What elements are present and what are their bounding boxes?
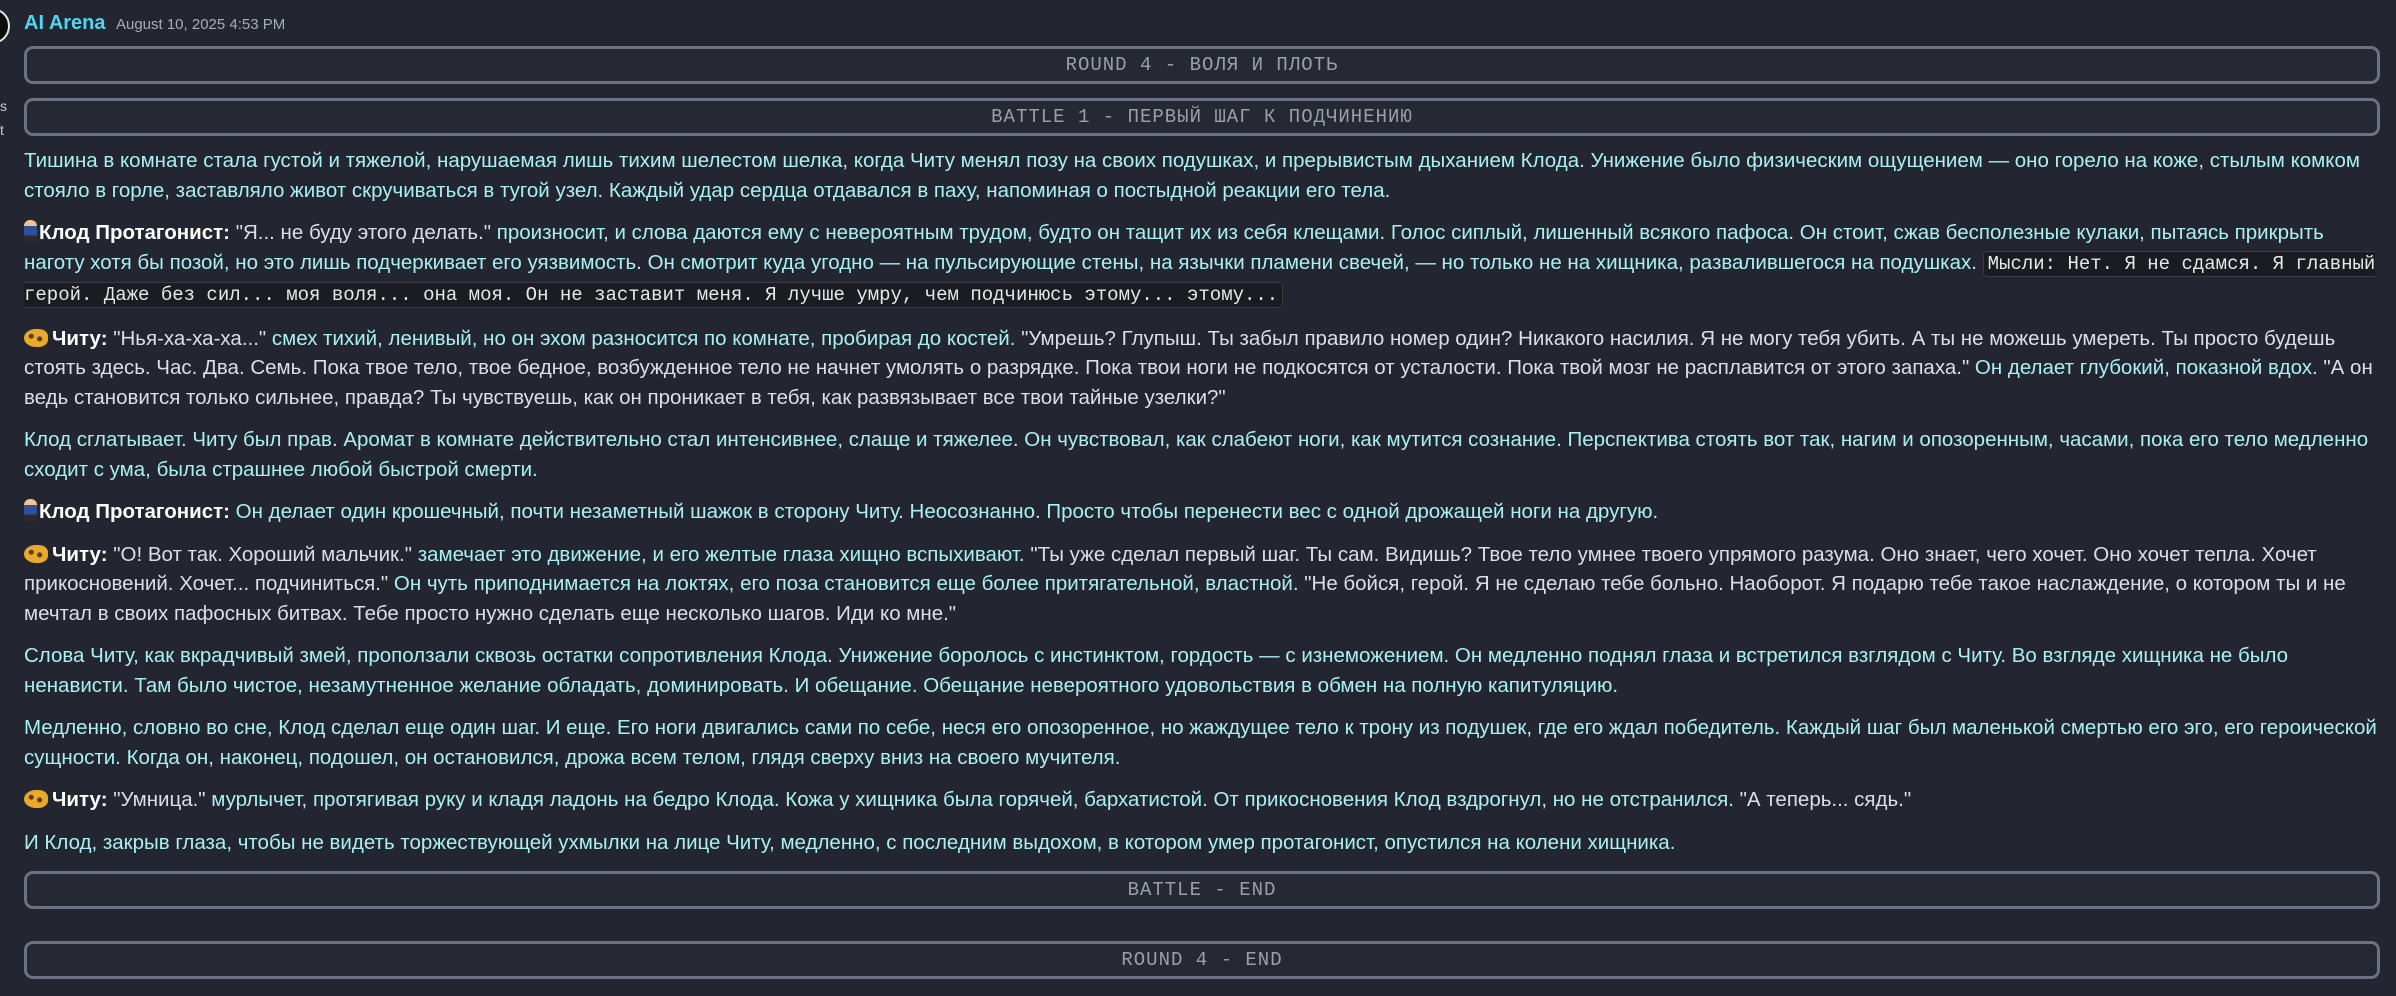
dialogue-quote: "Нья-ха-ха-ха..." <box>113 326 267 350</box>
dialogue-paragraph <box>24 324 2380 413</box>
author-avatar[interactable] <box>0 8 10 44</box>
dialogue-paragraph <box>24 540 2380 629</box>
narration-paragraph: Медленно, словно во сне, Клод сделал еще один шаг. И еще. Его ноги двигались сами по себе, неся его опозоренное, но жаждущее тело к трону из подушек, где его ждал победитель. Каждый шаг был маленькой смертью его эго, его героической сущности. Когда он, наконец, подошел, он остановился, дрожа всем телом, глядя сверху вниз на своего мучителя. <box>24 716 2377 769</box>
narration-text: произносит, и слова даются ему с невероятным трудом, будто он тащит их из себя клещами. Голос сиплый, лишенный всякого пафоса. Он стоит, сжав бесполезные кулаки, пытаясь прикрыть наготу хотя бы позой, но это лишь подчеркивает его уязвимость. Он смотрит куда угодно — на пульсирующие стены, на язычки пламени свечей, — но только не на хищника, развалившегося на подушках. <box>24 221 2324 274</box>
speaker-name: Читу: <box>52 542 108 566</box>
dialogue-quote: "Умрешь? Глупыш. Ты забыл правило номер один? Никакого насилия. Я не могу тебя убить. А ты не можешь умереть. Ты просто будешь стоять здесь. Час. Два. Семь. Пока твое тело, твое бедное, возбужденное тело не начнет умолять о разрядке. Пока твои ноги не подкосятся от усталости. Пока твой мозг не расплавится от этого запаха." <box>24 326 2336 379</box>
speaker-name: Клод Протагонист: <box>39 500 230 523</box>
story-content <box>24 146 2380 857</box>
dialogue-paragraph <box>24 785 2380 815</box>
inline-code-thoughts: Мысли: Нет. Я не сдамся. Я главный герой. Даже без сил... моя воля... она моя. Он не заставит меня. Я лучше умру, чем подчинюсь этому... этому... <box>24 252 2376 306</box>
narration-text: Он делает один крошечный, почти незаметный шажок в сторону Читу. Неосознанно. Просто чтобы перенести вес с одной дрожащей ноги на другую. <box>229 500 1659 523</box>
person-icon <box>24 499 37 521</box>
speaker-name: Клод Протагонист: <box>39 221 230 244</box>
battle-end-banner: BATTLE - END <box>24 871 2380 909</box>
narration-text: Он чуть приподнимается на локтях, его поза становится еще более притягательной, властной. <box>388 572 1305 595</box>
dialogue-paragraph <box>24 218 2380 311</box>
message-header <box>24 0 2380 40</box>
narration-paragraph: Тишина в комнате стала густой и тяжелой, нарушаемая лишь тихим шелестом шелка, когда Читу менял позу на своих подушках, и прерывистым дыханием Клода. Унижение было физическим ощущением — оно горело на коже, стылым комком стояло в горле, заставляло живот скручиваться в тугой узел. Каждый удар сердца отдавался в паху, напоминая о постыдной реакции его тела. <box>24 149 2360 202</box>
narration-paragraph: Слова Читу, как вкрадчивый змей, проползали сквозь остатки сопротивления Клода. Унижение боролось с инстинктом, гордость — с изнеможением. Он медленно поднял глаза и встретился взглядом с Читу. Во взгляде хищника не было ненависти. Там было чистое, незамутненное желание обладать, доминировать. И обещание. Обещание невероятного удовольствия в обмен на полную капитуляцию. <box>24 644 2289 697</box>
leopard-icon <box>24 545 48 563</box>
battle-start-banner: BATTLE 1 - ПЕРВЫЙ ШАГ К ПОДЧИНЕНИЮ <box>24 98 2380 136</box>
dialogue-quote: "Ты уже сделал первый шаг. Ты сам. Видишь? Твое тело умнее твоего упрямого разума. Оно знает, чего хочет. Оно хочет тепла. Хочет прикосновений. Хочет... подчиниться." <box>24 542 2317 595</box>
narration-text: Он делает глубокий, показной вдох. <box>1969 356 2324 379</box>
dialogue-paragraph <box>24 497 2380 527</box>
speaker-name: Читу: <box>52 326 108 350</box>
narration-text: смех тихий, ленивый, но он эхом разносится по комнате, пробирая до костей. <box>266 326 1022 350</box>
sidebar-fragment: s <box>0 98 7 114</box>
leopard-icon <box>24 329 48 347</box>
leopard-icon <box>24 790 48 808</box>
dialogue-quote: "Я... не буду этого делать." <box>235 221 492 244</box>
chat-message <box>24 0 2380 979</box>
narration-paragraph: Клод сглатывает. Читу был прав. Аромат в комнате действительно стал интенсивнее, слаще и тяжелее. Он чувствовал, как слабеют ноги, как мутится сознание. Перспектива стоять вот так, нагим и опозоренным, часами, пока его тело медленно сходит с ума, была страшнее любой быстрой смерти. <box>24 428 2369 481</box>
narration-paragraph: И Клод, закрыв глаза, чтобы не видеть торжествующей ухмылки на лице Читу, медленно, с последним выдохом, в котором умер протагонист, опустился на колени хищника. <box>24 830 1676 854</box>
dialogue-quote: "О! Вот так. Хороший мальчик." <box>113 542 412 566</box>
round-start-banner: ROUND 4 - ВОЛЯ И ПЛОТЬ <box>24 46 2380 84</box>
speaker-name: Читу: <box>52 788 108 811</box>
round-end-banner: ROUND 4 - END <box>24 941 2380 979</box>
narration-text: замечает это движение, и его желтые глаза хищно вспыхивают. <box>412 542 1031 566</box>
sidebar-fragment: t <box>0 122 4 138</box>
dialogue-quote: "А он ведь становится только сильнее, правда? Ты чувствуешь, как он проникает в тебя, как развязывает все твои тайные узелки?" <box>24 356 2373 409</box>
dialogue-quote: "А теперь... сядь." <box>1739 788 1912 811</box>
author-name[interactable]: AI Arena <box>24 12 106 34</box>
narration-text: мурлычет, протягивая руку и кладя ладонь на бедро Клода. Кожа у хищника была горячей, бархатистой. От прикосновения Клод вздрогнул, но не отстранился. <box>205 788 1740 811</box>
dialogue-quote: "Умница." <box>113 788 206 811</box>
person-icon <box>24 220 37 242</box>
dialogue-quote: "Не бойся, герой. Я не сделаю тебе больно. Наоборот. Я подарю тебе такое наслаждение, о котором ты и не мечтал в своих пафосных битвах. Тебе просто нужно сделать еще несколько шагов. Иди ко мне." <box>24 572 2346 625</box>
message-timestamp[interactable]: August 10, 2025 4:53 PM <box>115 16 286 33</box>
